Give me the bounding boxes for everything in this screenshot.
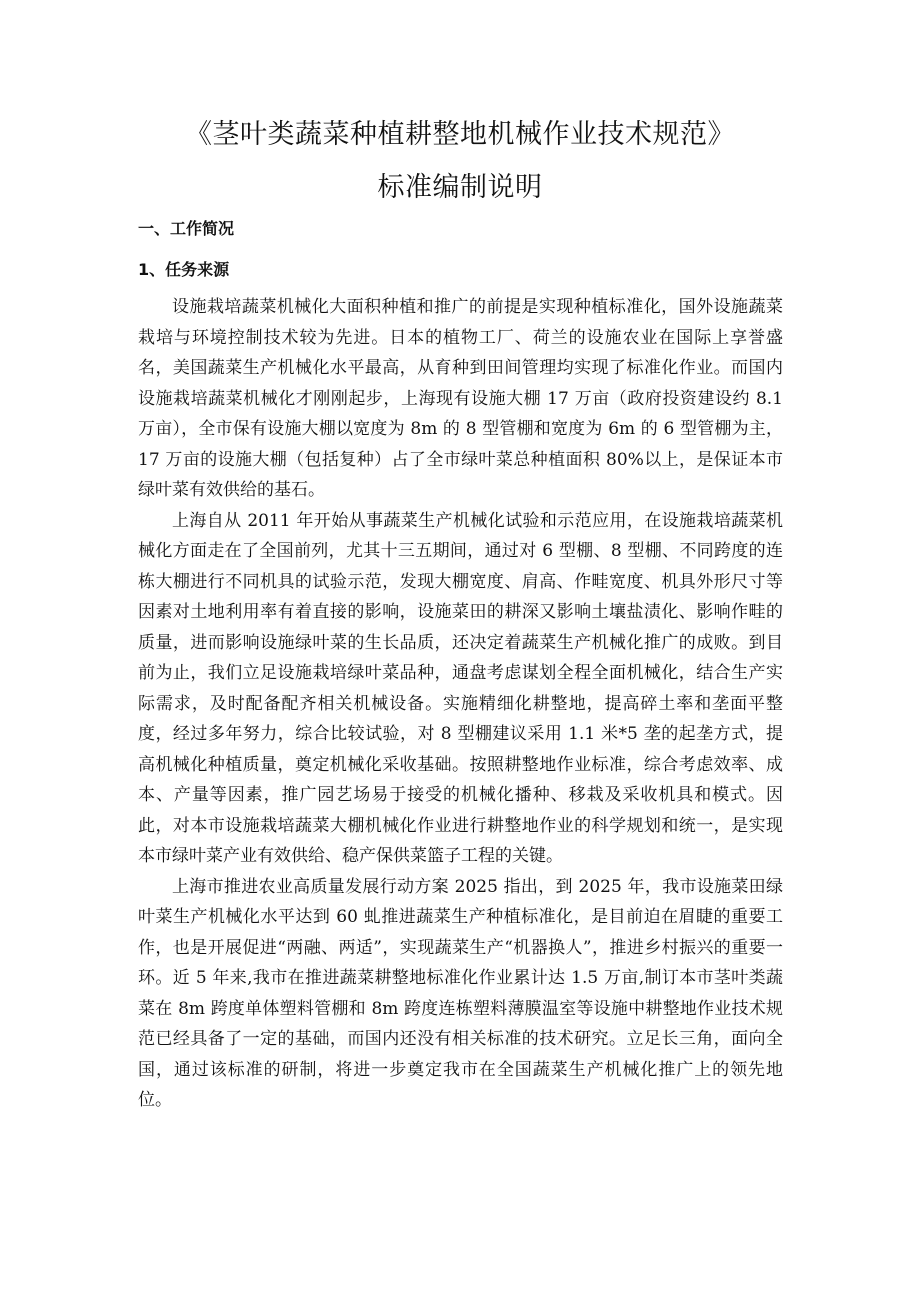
section-heading-work-overview: 一、工作简况 [138,219,235,238]
document-title: 《茎叶类蔬菜种植耕整地机械作业技术规范》 [185,119,735,150]
body-text [138,292,783,1116]
paragraph: 上海市推进农业高质量发展行动方案 2025 指出，到 2025 年，我市设施菜田绿叶菜生产机械化水平达到 60 虬推进蔬菜生产种植标准化，是目前迫在眉睫的重要工作，也是开展促进“两融、两适”，实现蔬菜生产“机器换人”，推进乡村振兴的重要一环。近 5 年来,我市在推进蔬菜耕整地标准化作业累计达 1.5 万亩,制订本市茎叶类蔬菜在 8m 跨度单体塑料管棚和 8m 跨度连栋塑料薄膜温室等设施中耕整地作业技术规范已经具备了一定的基础，而国内还没有相关标准的技术研究。立足长三角，面向全国，通过该标准的研制，将进一步奠定我市在全国蔬菜生产机械化推广上的领先地位。 [138,876,783,1110]
document-subtitle: 标准编制说明 [377,172,543,203]
paragraph: 上海自从 2011 年开始从事蔬菜生产机械化试验和示范应用，在设施栽培蔬菜机械化方面走在了全国前列，尤其十三五期间，通过对 6 型棚、8 型棚、不同跨度的连栋大棚进行不同机具的试验示范，发现大棚宽度、肩高、作畦宽度、机具外形尺寸等因素对土地利用率有着直接的影响，设施菜田的耕深又影响土壤盐渍化、影响作畦的质量，进而影响设施绿叶菜的生长品质，还决定着蔬菜生产机械化推广的成败。到目前为止，我们立足设施栽培绿叶菜品种，通盘考虑谋划全程全面机械化，结合生产实际需求，及时配备配齐相关机械设备。实施精细化耕整地，提高碎土率和垄面平整度，经过多年努力，综合比较试验，对 8 型棚建议采用 1.1 米*5 垄的起垄方式，提高机械化种植质量，奠定机械化采收基础。按照耕整地作业标准，综合考虑效率、成本、产量等因素，推广园艺场易于接受的机械化播种、移栽及采收机具和模式。因此，对本市设施栽培蔬菜大棚机械化作业进行耕整地作业的科学规划和统一，是实现本市绿叶菜产业有效供给、稳产保供菜篮子工程的关键。 [138,510,783,866]
subsection-heading-task-source: 1、任务来源 [138,260,230,279]
paragraph: 设施栽培蔬菜机械化大面积种植和推广的前提是实现种植标准化，国外设施蔬菜栽培与环境控制技术较为先进。日本的植物工厂、荷兰的设施农业在国际上享誉盛名，美国蔬菜生产机械化水平最高，从育种到田间管理均实现了标准化作业。而国内设施栽培蔬菜机械化才刚刚起步，上海现有设施大棚 17 万亩（政府投资建设约 8.1 万亩），全市保有设施大棚以宽度为 8m 的 8 型管棚和宽度为 6m 的 6 型管棚为主，17 万亩的设施大棚（包括复种）占了全市绿叶菜总种植面积 80%以上，是保证本市绿叶菜有效供给的基石。 [138,297,783,500]
